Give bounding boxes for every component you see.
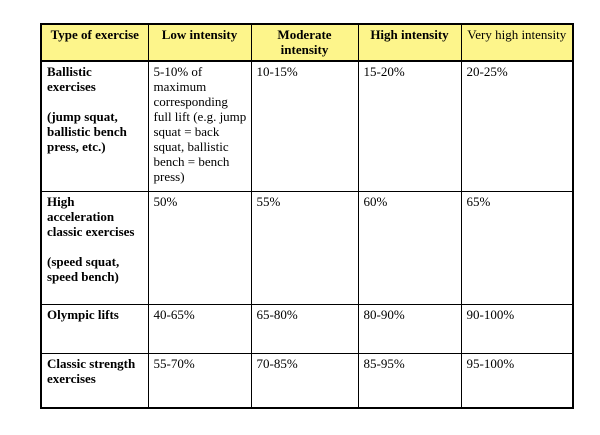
cell-very-high-intensity: 20-25% [461, 61, 573, 192]
cell-very-high-intensity: 95-100% [461, 354, 573, 409]
row-header-high-acceleration [41, 192, 148, 305]
exercise-name: Classic strength exercises [47, 356, 136, 386]
exercise-name: High acceleration classic exercises [47, 194, 135, 239]
header-low-intensity: Low intensity [148, 24, 251, 61]
exercise-note: (jump squat, ballistic bench press, etc.) [47, 109, 127, 154]
header-very-high-intensity: Very high intensity [461, 24, 573, 61]
table-row [41, 61, 573, 192]
table-row [41, 305, 573, 354]
cell-moderate-intensity: 55% [251, 192, 358, 305]
cell-moderate-intensity: 65-80% [251, 305, 358, 354]
cell-high-intensity: 60% [358, 192, 461, 305]
cell-high-intensity: 80-90% [358, 305, 461, 354]
intensity-table [40, 23, 574, 409]
table-row [41, 354, 573, 409]
cell-moderate-intensity: 10-15% [251, 61, 358, 192]
row-header-ballistic [41, 61, 148, 192]
header-type-of-exercise: Type of exercise [41, 24, 148, 61]
cell-low-intensity: 5-10% of maximum corresponding full lift (e.g. jump squat = back squat, ballistic bench = bench press) [148, 61, 251, 192]
exercise-note: (speed squat, speed bench) [47, 254, 120, 284]
cell-moderate-intensity: 70-85% [251, 354, 358, 409]
cell-low-intensity: 50% [148, 192, 251, 305]
header-moderate-intensity: Moderate intensity [251, 24, 358, 61]
row-header-olympic-lifts [41, 305, 148, 354]
row-header-classic-strength [41, 354, 148, 409]
cell-high-intensity: 85-95% [358, 354, 461, 409]
cell-very-high-intensity: 65% [461, 192, 573, 305]
exercise-name: Ballistic exercises [47, 64, 96, 94]
cell-low-intensity: 55-70% [148, 354, 251, 409]
exercise-name: Olympic lifts [47, 307, 119, 322]
header-row [41, 24, 573, 61]
header-high-intensity: High intensity [358, 24, 461, 61]
cell-high-intensity: 15-20% [358, 61, 461, 192]
cell-low-intensity: 40-65% [148, 305, 251, 354]
table-row [41, 192, 573, 305]
cell-very-high-intensity: 90-100% [461, 305, 573, 354]
